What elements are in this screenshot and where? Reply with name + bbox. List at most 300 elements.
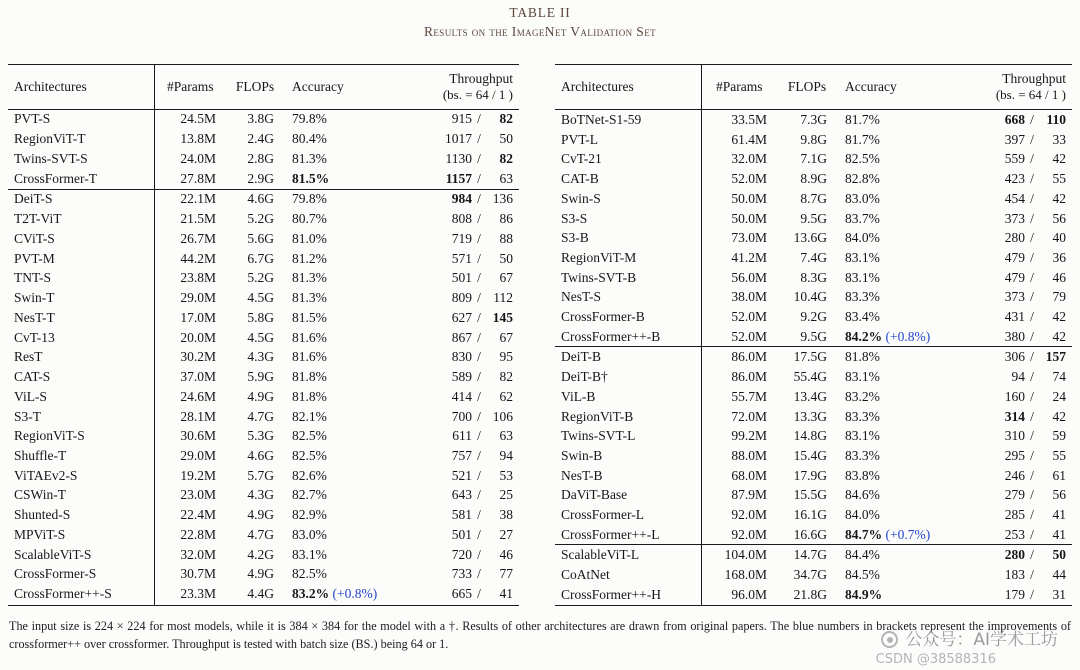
table-group: [555, 347, 1072, 545]
table-row: [8, 190, 519, 210]
throughput-value: [951, 268, 1072, 288]
params-value: 41.2M: [731, 249, 767, 265]
throughput-bs1: 55: [1052, 447, 1066, 463]
params-value: 50.0M: [731, 190, 767, 206]
table-row: [8, 249, 519, 269]
throughput-value: [951, 347, 1072, 367]
throughput-value: [394, 526, 519, 546]
table-group: [555, 110, 1072, 347]
table-row: [555, 130, 1072, 150]
flops-value: 7.3G: [800, 112, 827, 127]
table-row: [8, 229, 519, 249]
table-row: [8, 526, 519, 546]
table-group: [555, 545, 1072, 605]
architecture-name: RegionViT-B: [555, 407, 701, 427]
throughput-bs64: 501: [451, 526, 472, 542]
accuracy-value: [284, 545, 394, 565]
throughput-bs1: 41: [1052, 507, 1066, 523]
flops-value: 4.9G: [247, 507, 274, 523]
throughput-bs64: 1130: [445, 150, 472, 166]
table-row: [8, 486, 519, 506]
col-header-architectures: Architectures: [8, 65, 154, 110]
throughput-slash: /: [477, 111, 481, 127]
accuracy-text: 81.3%: [292, 150, 327, 166]
table-header: [8, 65, 519, 110]
flops-value: 2.4G: [247, 131, 274, 147]
table-group: [8, 190, 519, 606]
throughput-value: [394, 447, 519, 467]
architecture-name: ScalableViT-S: [8, 545, 154, 565]
throughput-value: [394, 368, 519, 388]
accuracy-value: [837, 110, 951, 130]
flops-value: 17.9G: [793, 467, 827, 483]
flops-value: 15.5G: [793, 487, 827, 503]
throughput-bs64: 246: [1004, 467, 1025, 483]
params-value: 50.0M: [731, 210, 767, 226]
accuracy-text: 82.9%: [292, 507, 327, 523]
improvement-delta: (+0.8%): [329, 586, 378, 602]
results-table-right: [555, 64, 1072, 606]
throughput-bs1: 55: [1052, 171, 1066, 187]
table-row: [555, 169, 1072, 189]
table-row: [8, 506, 519, 526]
accuracy-value: [284, 447, 394, 467]
table-row: [8, 169, 519, 189]
flops-value: 2.9G: [247, 170, 274, 186]
throughput-bs1: 42: [1052, 309, 1066, 325]
flops-value: 13.3G: [793, 408, 827, 424]
throughput-slash: /: [1030, 447, 1034, 463]
throughput-slash: /: [1030, 408, 1034, 424]
params-value: 32.0M: [731, 151, 767, 167]
flops-value: 15.4G: [793, 447, 827, 463]
architecture-name: CAT-B: [555, 169, 701, 189]
architecture-name: TNT-S: [8, 269, 154, 289]
flops-value: 9.5G: [800, 210, 827, 226]
table-row: [555, 367, 1072, 387]
throughput-slash: /: [477, 428, 481, 444]
architecture-name: RegionViT-S: [8, 427, 154, 447]
params-value: 24.0M: [180, 150, 216, 166]
flops-value: 4.9G: [247, 388, 274, 404]
throughput-bs64: 310: [1004, 428, 1025, 444]
architecture-name: DeiT-S: [8, 190, 154, 210]
throughput-value: [951, 287, 1072, 307]
throughput-slash: /: [1030, 428, 1034, 444]
throughput-slash: /: [477, 309, 481, 325]
accuracy-value: [837, 585, 951, 605]
accuracy-text: 83.8%: [845, 467, 880, 483]
throughput-bs64: 373: [1004, 289, 1025, 305]
results-table-left: [8, 64, 519, 606]
throughput-bs64: 380: [1004, 328, 1025, 344]
flops-value: 7.1G: [800, 151, 827, 167]
throughput-bs64: 581: [451, 507, 472, 523]
throughput-bs1: 24: [1052, 388, 1066, 404]
throughput-bs64: 571: [451, 250, 472, 266]
throughput-bs64: 719: [451, 230, 472, 246]
table-row: [555, 525, 1072, 545]
architecture-name: Swin-T: [8, 289, 154, 309]
throughput-value: [951, 130, 1072, 150]
throughput-bs64: 280: [1004, 547, 1025, 563]
params-value: 26.7M: [180, 230, 216, 246]
table-subtitle: Results on the ImageNet Validation Set: [424, 24, 656, 39]
throughput-bs64: 665: [451, 586, 472, 602]
params-value: 13.8M: [180, 131, 216, 147]
params-value: 30.2M: [180, 349, 216, 365]
params-value: 29.0M: [180, 290, 216, 306]
throughput-bs64: 431: [1004, 309, 1025, 325]
architecture-name: ViTAEv2-S: [8, 466, 154, 486]
flops-value: 14.8G: [793, 428, 827, 444]
params-value: 168.0M: [724, 567, 767, 583]
flops-value: 16.1G: [793, 507, 827, 523]
throughput-value: [394, 486, 519, 506]
throughput-slash: /: [1030, 388, 1034, 404]
throughput-slash: /: [477, 290, 481, 306]
throughput-bs1: 41: [1052, 526, 1066, 542]
accuracy-text: 81.8%: [292, 369, 327, 385]
accuracy-value: [837, 228, 951, 248]
accuracy-value: [837, 525, 951, 545]
throughput-bs64: 479: [1004, 269, 1025, 285]
accuracy-text: 84.4%: [845, 547, 880, 563]
architecture-name: ViL-S: [8, 387, 154, 407]
throughput-slash: /: [1030, 526, 1034, 542]
throughput-value: [951, 426, 1072, 446]
accuracy-value: [837, 268, 951, 288]
flops-value: 3.8G: [247, 111, 274, 127]
flops-value: 4.6G: [247, 191, 274, 207]
accuracy-text: 82.6%: [292, 467, 327, 483]
throughput-bs1: 33: [1052, 131, 1066, 147]
table-row: [555, 110, 1072, 130]
flops-value: 5.2G: [247, 270, 274, 286]
params-value: 92.0M: [731, 507, 767, 523]
throughput-slash: /: [477, 191, 481, 207]
throughput-value: [951, 327, 1072, 347]
params-value: 52.0M: [731, 328, 767, 344]
accuracy-text: 80.4%: [292, 131, 327, 147]
throughput-slash: /: [477, 349, 481, 365]
architecture-name: CViT-S: [8, 229, 154, 249]
throughput-value: [394, 427, 519, 447]
throughput-bs64: 521: [451, 467, 472, 483]
throughput-slash: /: [477, 150, 481, 166]
params-value: 52.0M: [731, 309, 767, 325]
throughput-slash: /: [477, 546, 481, 562]
accuracy-value: [837, 307, 951, 327]
architecture-name: Twins-SVT-L: [555, 426, 701, 446]
accuracy-value: [837, 505, 951, 525]
accuracy-text: 82.5%: [845, 151, 880, 167]
throughput-value: [394, 130, 519, 150]
col-header-throughput: [951, 65, 1072, 110]
flops-value: 4.5G: [247, 290, 274, 306]
accuracy-text: 83.1%: [292, 546, 327, 562]
flops-value: 4.3G: [247, 487, 274, 503]
params-value: 38.0M: [731, 289, 767, 305]
flops-value: 13.4G: [793, 388, 827, 404]
accuracy-text: 81.6%: [292, 349, 327, 365]
architecture-name: CrossFormer++-H: [555, 585, 701, 605]
throughput-slash: /: [477, 131, 481, 147]
accuracy-text: 81.5%: [292, 170, 330, 186]
throughput-bs1: 82: [499, 369, 513, 385]
flops-value: 4.7G: [247, 408, 274, 424]
params-value: 22.4M: [180, 507, 216, 523]
accuracy-text: 83.4%: [845, 309, 880, 325]
table-row: [555, 585, 1072, 605]
throughput-bs64: 373: [1004, 210, 1025, 226]
accuracy-value: [284, 486, 394, 506]
params-value: 52.0M: [731, 171, 767, 187]
params-value: 30.6M: [180, 428, 216, 444]
accuracy-text: 83.2%: [292, 586, 330, 602]
accuracy-text: 83.0%: [845, 190, 880, 206]
throughput-bs64: 720: [451, 546, 472, 562]
table-row: [555, 248, 1072, 268]
flops-value: 8.3G: [800, 269, 827, 285]
architecture-name: CvT-21: [555, 149, 701, 169]
table-row: [8, 368, 519, 388]
throughput-slash: /: [1030, 309, 1034, 325]
flops-value: 5.8G: [247, 309, 274, 325]
throughput-value: [394, 348, 519, 368]
accuracy-text: 82.5%: [292, 428, 327, 444]
accuracy-text: 83.3%: [845, 289, 880, 305]
throughput-slash: /: [1030, 112, 1034, 127]
throughput-slash: /: [477, 408, 481, 424]
table-row: [555, 268, 1072, 288]
accuracy-text: 82.1%: [292, 408, 327, 424]
throughput-bs64: 808: [451, 211, 472, 227]
throughput-bs1: 59: [1052, 428, 1066, 444]
throughput-batch-note: (bs. = 64 / 1 ): [442, 87, 513, 102]
throughput-bs64: 306: [1004, 349, 1025, 365]
accuracy-value: [284, 585, 394, 605]
table-row: [8, 348, 519, 368]
throughput-bs64: 915: [451, 111, 472, 127]
accuracy-text: 83.2%: [845, 388, 880, 404]
throughput-bs64: 1017: [445, 131, 472, 147]
params-value: 23.3M: [180, 586, 216, 602]
table-row: [8, 407, 519, 427]
throughput-slash: /: [1030, 467, 1034, 483]
table-row: [8, 466, 519, 486]
throughput-slash: /: [477, 270, 481, 286]
throughput-slash: /: [477, 447, 481, 463]
table-row: [555, 446, 1072, 466]
accuracy-text: 84.9%: [845, 586, 883, 602]
throughput-bs64: 643: [451, 487, 472, 503]
params-value: 32.0M: [180, 546, 216, 562]
table-row: [8, 447, 519, 467]
throughput-bs1: 38: [499, 507, 513, 523]
accuracy-text: 80.7%: [292, 211, 327, 227]
architecture-name: Swin-B: [555, 446, 701, 466]
throughput-value: [394, 190, 519, 210]
table-row: [8, 328, 519, 348]
table-row: [555, 407, 1072, 427]
throughput-slash: /: [1030, 131, 1034, 147]
throughput-bs64: 397: [1004, 131, 1025, 147]
table-row: [555, 209, 1072, 229]
architecture-name: S3-B: [555, 228, 701, 248]
accuracy-value: [284, 130, 394, 150]
flops-value: 34.7G: [793, 567, 827, 583]
throughput-value: [951, 407, 1072, 427]
throughput-slash: /: [1030, 547, 1034, 563]
params-value: 28.1M: [180, 408, 216, 424]
throughput-value: [951, 228, 1072, 248]
throughput-bs64: 454: [1004, 190, 1025, 206]
throughput-value: [951, 565, 1072, 585]
col-header-flops: FLOPs: [235, 79, 275, 94]
throughput-bs64: 627: [451, 309, 472, 325]
throughput-value: [394, 269, 519, 289]
throughput-value: [951, 149, 1072, 169]
params-value: 20.0M: [180, 329, 216, 345]
throughput-value: [951, 110, 1072, 130]
header-row: [8, 65, 519, 110]
flops-value: 5.3G: [247, 428, 274, 444]
throughput-bs64: 183: [1004, 567, 1025, 583]
accuracy-text: 83.0%: [292, 526, 327, 542]
throughput-bs64: 830: [451, 349, 472, 365]
throughput-value: [951, 485, 1072, 505]
params-value: 29.0M: [180, 447, 216, 463]
throughput-bs1: 41: [499, 586, 513, 602]
params-value: 61.4M: [731, 131, 767, 147]
accuracy-value: [837, 367, 951, 387]
architecture-name: CrossFormer++-S: [8, 585, 154, 605]
architecture-name: CrossFormer-B: [555, 307, 701, 327]
throughput-value: [951, 367, 1072, 387]
table-row: [8, 130, 519, 150]
architecture-name: Shunted-S: [8, 506, 154, 526]
throughput-bs1: 110: [1046, 112, 1066, 127]
throughput-value: [394, 308, 519, 328]
architecture-name: PVT-L: [555, 130, 701, 150]
table-row: [555, 466, 1072, 486]
accuracy-text: 83.3%: [845, 408, 880, 424]
params-value: 21.5M: [180, 211, 216, 227]
col-header-architectures: Architectures: [555, 65, 701, 110]
throughput-bs64: 253: [1004, 526, 1025, 542]
flops-value: 4.6G: [247, 447, 274, 463]
throughput-value: [951, 525, 1072, 545]
architecture-name: BoTNet-S1-59: [555, 110, 701, 130]
flops-value: 4.3G: [247, 349, 274, 365]
architecture-name: S3-S: [555, 209, 701, 229]
table-row: [555, 347, 1072, 367]
table-row: [555, 387, 1072, 407]
table-row: [555, 426, 1072, 446]
architecture-name: Twins-SVT-B: [555, 268, 701, 288]
throughput-bs1: 157: [1045, 349, 1066, 365]
architecture-name: PVT-S: [8, 110, 154, 130]
architecture-name: ViL-B: [555, 387, 701, 407]
throughput-value: [951, 209, 1072, 229]
table-row: [555, 149, 1072, 169]
architecture-name: S3-T: [8, 407, 154, 427]
throughput-bs1: 86: [499, 211, 513, 227]
params-value: 88.0M: [731, 447, 767, 463]
throughput-bs64: 668: [1004, 112, 1025, 127]
flops-value: 21.8G: [793, 586, 827, 602]
throughput-slash: /: [477, 467, 481, 483]
params-value: 92.0M: [731, 526, 767, 542]
params-value: 23.8M: [180, 270, 216, 286]
accuracy-value: [837, 407, 951, 427]
throughput-bs1: 25: [499, 487, 513, 503]
throughput-value: [394, 506, 519, 526]
throughput-bs1: 62: [499, 388, 513, 404]
accuracy-value: [284, 190, 394, 210]
accuracy-text: 82.7%: [292, 487, 327, 503]
throughput-bs64: 285: [1004, 507, 1025, 523]
table-row: [555, 327, 1072, 347]
throughput-bs1: 46: [499, 546, 513, 562]
throughput-bs1: 50: [499, 250, 513, 266]
throughput-value: [394, 289, 519, 309]
params-value: 73.0M: [731, 230, 767, 246]
flops-value: 9.8G: [800, 131, 827, 147]
params-value: 22.1M: [180, 191, 216, 207]
throughput-value: [951, 307, 1072, 327]
accuracy-value: [837, 545, 951, 565]
throughput-value: [394, 149, 519, 169]
accuracy-value: [284, 110, 394, 130]
table-footnote: The input size is 224 × 224 for most models, while it is 384 × 384 for the model with a †. Results of other architectures are drawn from original papers. The blue numbers in brackets represent the improvements of crossformer++ over crossformer. Throughput is tested with batch size (BS.) being 64 or 1.: [9, 618, 1071, 651]
flops-value: 16.6G: [793, 526, 827, 542]
header-row: [555, 65, 1072, 110]
table-row: [555, 545, 1072, 565]
throughput-bs1: 88: [499, 230, 513, 246]
accuracy-value: [837, 130, 951, 150]
table-row: [8, 545, 519, 565]
params-value: 24.5M: [180, 111, 216, 127]
throughput-slash: /: [477, 487, 481, 503]
throughput-bs64: 757: [451, 447, 472, 463]
throughput-bs1: 95: [499, 349, 513, 365]
params-value: 17.0M: [180, 309, 216, 325]
accuracy-value: [284, 249, 394, 269]
throughput-bs1: 42: [1052, 190, 1066, 206]
throughput-bs64: 733: [451, 566, 472, 582]
throughput-slash: /: [1030, 507, 1034, 523]
table-row: [8, 149, 519, 169]
col-header-accuracy: Accuracy: [292, 79, 344, 94]
throughput-slash: /: [1030, 487, 1034, 503]
throughput-bs1: 31: [1052, 586, 1066, 602]
accuracy-text: 81.5%: [292, 309, 327, 325]
flops-value: 4.7G: [247, 526, 274, 542]
throughput-bs1: 40: [1052, 230, 1066, 246]
architecture-name: T2T-ViT: [8, 210, 154, 230]
table-group: [8, 110, 519, 190]
throughput-bs1: 44: [1052, 567, 1066, 583]
accuracy-text: 79.8%: [292, 111, 327, 127]
architecture-name: ResT: [8, 348, 154, 368]
accuracy-text: 82.5%: [292, 447, 327, 463]
accuracy-text: 81.0%: [292, 230, 327, 246]
accuracy-value: [837, 327, 951, 347]
flops-value: 2.8G: [247, 150, 274, 166]
throughput-bs1: 27: [499, 526, 513, 542]
